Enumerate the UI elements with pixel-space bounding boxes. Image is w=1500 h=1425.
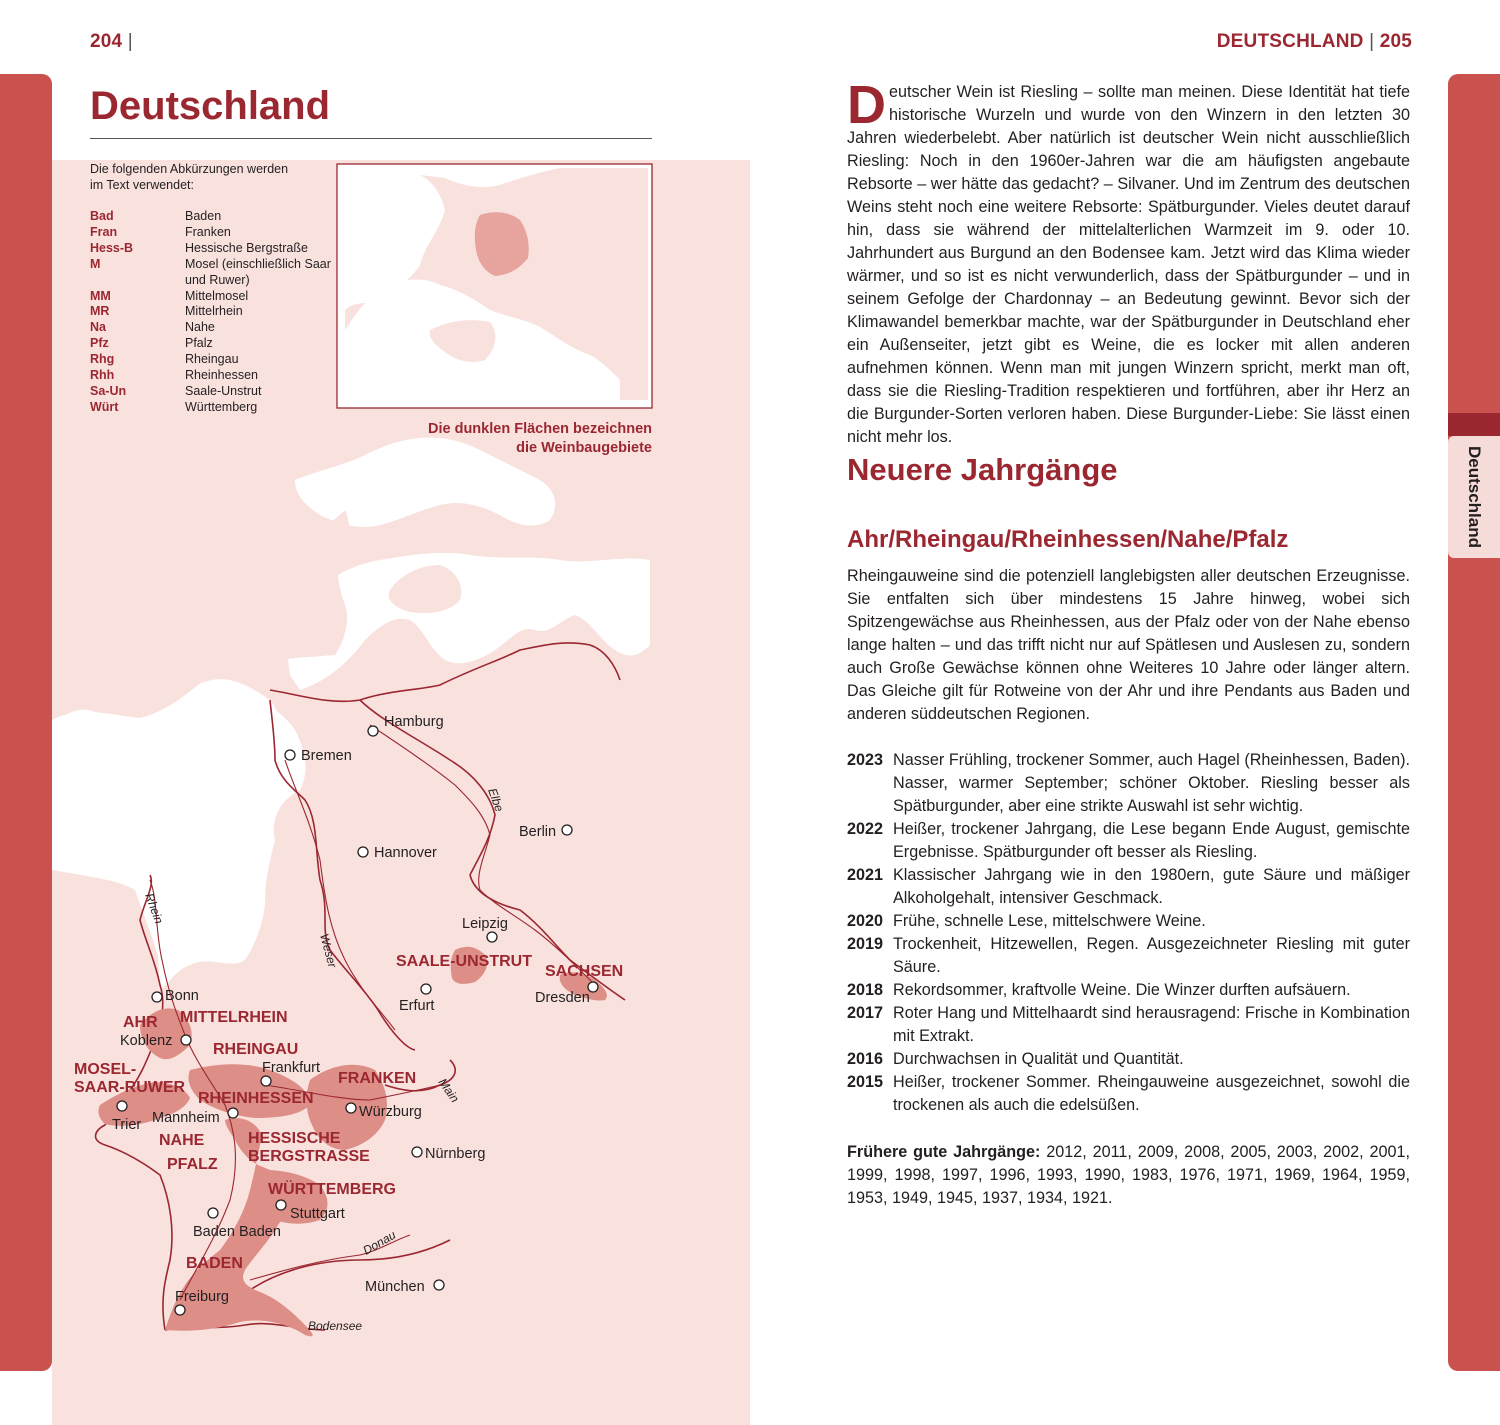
abbreviation-code: Hess-B <box>90 240 134 255</box>
map-city-label: Trier <box>112 1117 142 1133</box>
abbreviation-name: Saale-Unstrut <box>185 383 262 398</box>
abbreviation-code: MM <box>90 288 111 303</box>
vintage-year: 2020 <box>847 912 884 930</box>
abbreviation-row <box>90 289 335 305</box>
map-city-label: Würzburg <box>359 1104 422 1120</box>
vintage-row <box>847 1048 1410 1071</box>
abbreviation-name: Nahe <box>185 320 215 335</box>
subsection-heading: Ahr/Rheingau/Rheinhessen/Nahe/Pfalz <box>847 526 1289 553</box>
map-region-label: SAAR-RUWER <box>74 1079 186 1096</box>
map-region-label: MITTELRHEIN <box>180 1009 288 1026</box>
abbreviation-code: Rhg <box>90 352 115 367</box>
vintage-row <box>847 1002 1410 1048</box>
map-river-label: Donau <box>360 1227 399 1258</box>
map-city-label: Frankfurt <box>262 1060 321 1076</box>
abbreviation-code: Na <box>90 320 106 335</box>
abbreviation-name: Mittelrhein <box>185 304 243 319</box>
map-region-label: BERGSTRASSE <box>248 1148 370 1165</box>
abbreviation-row <box>90 352 335 368</box>
abbreviation-row <box>90 257 335 289</box>
running-head-text: DEUTSCHLAND <box>1216 31 1364 52</box>
abbreviation-row <box>90 336 335 352</box>
abbreviation-name: Franken <box>185 224 231 239</box>
earlier-vintages-years: 2012, 2011, 2009, 2008, 2005, 2003, 2002, 2001, 1999, 1998, 1997, 1996, 1993, 1990, 1983, 1976, 1971, 1969, 1964, 1959, 1953, 1949, 1945, 1937, 1934, 1921. <box>847 1143 1410 1207</box>
vintage-description: Trockenheit, Hitzewellen, Regen. Ausgezeichneter Riesling mit guter Säure. <box>893 935 1410 976</box>
vintage-description: Heißer, trockener Jahrgang, die Lese begann Ende August, gemischte Ergebnisse. Spätburgunder oft besser als Riesling. <box>893 820 1410 861</box>
abbreviation-name: Rheinhessen <box>185 368 258 383</box>
vintage-row <box>847 818 1410 864</box>
title-rule <box>90 138 652 139</box>
map-river-label: Weser <box>317 932 340 970</box>
vintage-row <box>847 910 1410 933</box>
abbreviation-code: Fran <box>90 224 118 239</box>
vintage-year: 2015 <box>847 1073 884 1091</box>
map-city-label: Nürnberg <box>425 1146 486 1162</box>
map-river-label: Bodensee <box>308 1319 363 1333</box>
map-city-label: Hannover <box>374 845 437 861</box>
vintage-year: 2017 <box>847 1004 884 1022</box>
subsection-paragraph: Rheingauweine sind die potenziell langlebigsten aller deutschen Erzeugnisse. Sie entfalten sich über mindestens 15 Jahre hinweg, wobei sich Spitzengewächse aus Rheinhessen, aus der Pfalz oder von der Nahe ebenso lange halten – und das trifft nicht nur auf Spätlesen und Auslesen zu, sondern auch Große Gewächse können ohne Weiteres 10 Jahre oder länger altern. Das Gleiche gilt für Rotweine von der Ahr und ihre Pendants aus Baden und anderen süddeutschen Regionen. <box>847 567 1410 723</box>
map-river-label: Rhein <box>142 891 167 926</box>
map-region-label: SACHSEN <box>545 963 624 980</box>
abbreviation-row <box>90 384 335 400</box>
vintage-year: 2022 <box>847 820 884 838</box>
map-region-label: RHEINHESSEN <box>198 1090 314 1107</box>
abbreviations-intro: Die folgenden Abkürzungen werden im Text verwendet: <box>90 162 289 192</box>
left-page-number: 204 | <box>90 31 133 52</box>
map-city-label: Berlin <box>519 824 557 840</box>
vintage-year: 2021 <box>847 866 884 884</box>
map-city-label: Dresden <box>535 990 590 1006</box>
abbreviation-name: Württemberg <box>185 399 258 414</box>
abbreviation-code: Pfz <box>90 336 109 351</box>
section-heading: Neuere Jahrgänge <box>847 452 1118 487</box>
side-tab-text: Deutschland <box>1465 445 1484 549</box>
left-side-tab <box>0 74 52 1371</box>
map-city-label: Mannheim <box>152 1110 220 1126</box>
abbreviation-name: Mittelmosel <box>185 288 249 303</box>
vintage-year: 2023 <box>847 751 884 769</box>
vintage-description: Rekordsommer, kraftvolle Weine. Die Winzer durften aufsäuern. <box>893 981 1351 999</box>
abbreviation-row <box>90 209 335 225</box>
earlier-vintages <box>847 1141 1410 1210</box>
abbreviation-row <box>90 400 335 416</box>
right-running-head: DEUTSCHLAND | 205 <box>1216 31 1412 52</box>
map-region-label: FRANKEN <box>338 1070 417 1087</box>
vintage-description: Roter Hang und Mittelhaardt sind herausragend: Frische in Kombination mit Extrakt. <box>893 1004 1410 1045</box>
vintage-year: 2018 <box>847 981 884 999</box>
vintage-row <box>847 979 1410 1002</box>
right-page-number-value: 205 <box>1379 31 1412 52</box>
map-region-label: MOSEL- <box>74 1061 137 1078</box>
map-caption-line-2: die Weinbaugebiete <box>516 440 652 456</box>
vintage-description: Durchwachsen in Qualität und Quantität. <box>893 1050 1184 1068</box>
abbreviation-name: Hessische Bergstraße <box>185 240 308 255</box>
drop-cap: D <box>847 75 886 135</box>
vintage-row <box>847 864 1410 910</box>
earlier-vintages-label: Frühere gute Jahrgänge: <box>847 1143 1041 1161</box>
vintage-row <box>847 749 1410 818</box>
right-side-tab <box>1448 74 1500 1371</box>
vintage-year: 2016 <box>847 1050 884 1068</box>
map-region-label: NAHE <box>159 1132 205 1149</box>
vintage-year: 2019 <box>847 935 884 953</box>
map-region-label: WÜRTTEMBERG <box>268 1181 396 1198</box>
abbreviation-code: M <box>90 256 101 271</box>
abbreviations-list <box>90 209 335 416</box>
map-city-label: Erfurt <box>399 998 435 1014</box>
intro-text: eutscher Wein ist Riesling – sollte man meinen. Diese Identität hat tiefe historische Wurzeln und wurde von den Winzern in den letzten 30 Jahren wiederbelebt. Aber natürlich ist deutscher Wein nicht ausschließlich Riesling: Noch in den 1960er-Jahren war die am häufigsten angebaute Rebsorte – wer hätte das gedacht? – Silvaner. Und im Zentrum des deutschen Weins steht noch eine weitere Rebsorte: Spätburgunder. Vieles deutet darauf hin, dass sie während der mittelalterlichen Warmzeit im 9. oder 10. Jahrhundert aus Burgund an den Bodensee kam. Jetzt wird das Klima wieder wärmer, und so ist es nicht verwunderlich, dass der Spätburgunder – und in seinem Gefolge der Chardonnay – an Bedeutung gewinnt. Bevor sich der Klimawandel bemerkbar machte, war der Spätburgunder in Deutschland eher ein Außenseiter, jetzt gibt es Weine, die es locker mit allen anderen aufnehmen können. Wenn man mit jungen Winzern spricht, merkt man oft, dass sie die Riesling-Tradition respektieren und fortführen, aber ihr Herz an die Burgunder-Sorten verloren haben. Diese Burgunder-Liebe: Sie lässt einen nicht mehr los. <box>847 83 1410 446</box>
page-title: Deutschland <box>90 84 331 128</box>
map-city-label: Baden Baden <box>193 1224 281 1240</box>
side-tab-label[interactable] <box>1448 436 1500 558</box>
map-city-label: Stuttgart <box>290 1206 345 1222</box>
abbreviation-code: MR <box>90 304 110 319</box>
intro-paragraph <box>847 75 1410 449</box>
map-region-label: BADEN <box>186 1255 243 1272</box>
map-caption <box>352 420 652 458</box>
abbreviation-name: Rheingau <box>185 352 239 367</box>
vintage-description: Klassischer Jahrgang wie in den 1980ern, gute Säure und mäßiger Alkoholgehalt, intensiver Geschmack. <box>893 866 1410 907</box>
map-city-label: Bonn <box>165 988 199 1004</box>
abbreviation-name: Mosel (einschließlich Saar und Ruwer) <box>185 256 331 287</box>
map-caption-line-1: Die dunklen Flächen bezeichnen <box>428 421 652 437</box>
abbreviation-row <box>90 241 335 257</box>
map-river-label: Elbe <box>485 786 507 814</box>
abbreviation-code: Sa-Un <box>90 383 127 398</box>
abbreviation-code: Rhh <box>90 368 115 383</box>
abbreviation-code: Bad <box>90 209 114 223</box>
abbreviation-row <box>90 304 335 320</box>
map-city-label: München <box>365 1279 425 1295</box>
abbreviation-name: Pfalz <box>185 336 213 351</box>
map-region-label: PFALZ <box>167 1156 218 1173</box>
vintage-row <box>847 1071 1410 1117</box>
left-page-number-value: 204 <box>90 31 123 52</box>
map-river-label: Main <box>435 1075 462 1106</box>
vintage-description: Nasser Frühling, trockener Sommer, auch Hagel (Rheinhessen, Baden). Nasser, warmer September; schöner Oktober. Riesling besser als Spätburgunder, aber eine strikte Auswahl ist sehr wichtig. <box>893 751 1410 815</box>
abbreviation-name: Baden <box>185 209 222 223</box>
side-tab-marker <box>1448 413 1500 436</box>
vintage-description: Heißer, trockener Sommer. Rheingauweine ausgezeichnet, sowohl die trockenen als auch die edelsüßen. <box>893 1073 1410 1114</box>
map-city-label: Bremen <box>301 748 352 764</box>
map-region-label: RHEINGAU <box>213 1041 299 1058</box>
abbreviation-row <box>90 320 335 336</box>
map-region-label: AHR <box>123 1014 158 1031</box>
map-region-label: SAALE-UNSTRUT <box>396 953 532 970</box>
map-city-label: Hamburg <box>384 714 444 730</box>
abbreviation-code: Würt <box>90 399 119 414</box>
abbreviation-row <box>90 225 335 241</box>
map-city-label: Koblenz <box>120 1033 173 1049</box>
map-city-label: Freiburg <box>175 1289 229 1305</box>
abbreviation-row <box>90 368 335 384</box>
vintage-list <box>847 749 1410 1117</box>
vintage-row <box>847 933 1410 979</box>
map-city-label: Leipzig <box>462 916 508 932</box>
map-region-label: HESSISCHE <box>248 1130 341 1147</box>
vintage-description: Frühe, schnelle Lese, mittelschwere Weine. <box>893 912 1206 930</box>
